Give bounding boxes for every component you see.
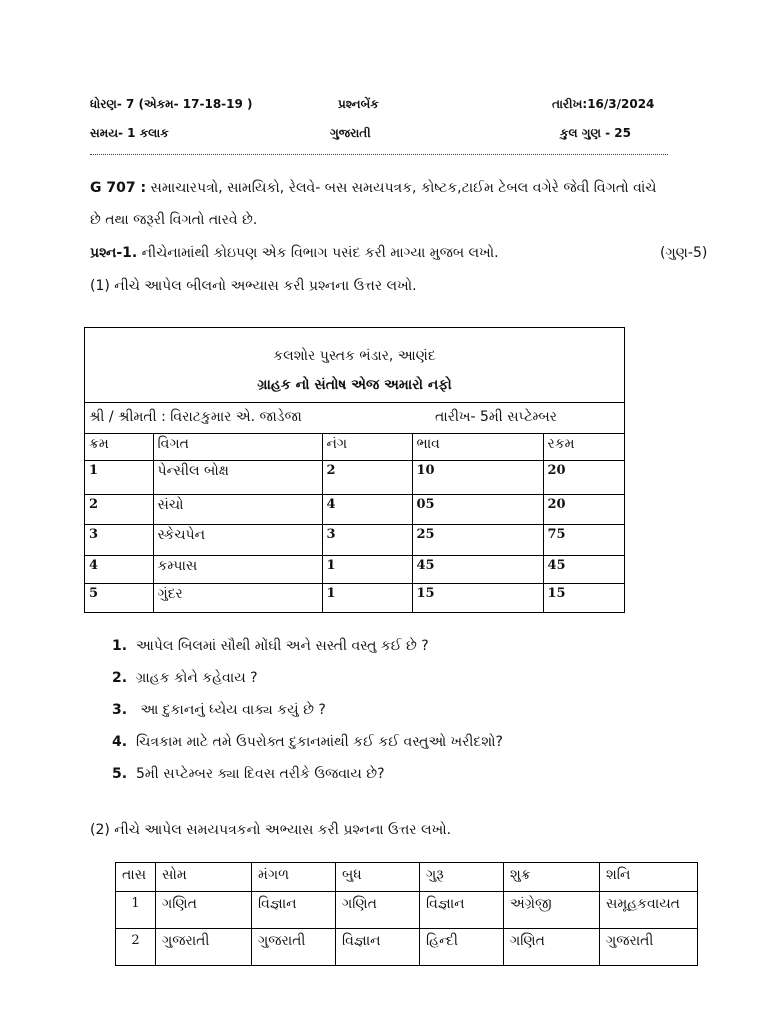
bill-cell: પેન્સીલ બોક્ષ	[153, 460, 322, 494]
column-header: નંગ	[322, 434, 412, 460]
section-1-instruction: (1) નીચે આપેલ બીલનો અભ્યાસ કરી પ્રશ્નના ઉત્તર લખો.	[90, 278, 417, 294]
date-label: તારીખ:16/3/2024	[552, 97, 655, 111]
subject-label: ગુજરાતી	[330, 126, 371, 140]
timetable-cell: વિજ્ઞાન	[252, 892, 336, 929]
column-header: ભાવ	[412, 434, 543, 460]
question-number: 1.	[112, 638, 128, 654]
bill-cell: 05	[412, 494, 543, 524]
paper-type-label: પ્રશ્નબેંક	[338, 97, 379, 111]
section-2-instruction: (2) નીચે આપેલ સમયપત્રકનો અભ્યાસ કરી પ્રશ્નના ઉત્તર લખો.	[90, 822, 452, 838]
question-1-heading	[90, 245, 499, 261]
question-text: આપેલ બિલમાં સૌથી મોંઘી અને સસ્તી વસ્તુ કઈ છે ?	[136, 638, 429, 654]
timetable	[115, 862, 698, 966]
timetable-cell: ગણિત	[336, 892, 420, 929]
shop-motto: ગ્રાહક નો સંતોષ એજ અમારો નફો	[257, 377, 452, 393]
timetable-cell: ગણિત	[156, 892, 252, 929]
timetable-cell: ગુજરાતી	[252, 929, 336, 966]
column-header: વિગત	[153, 434, 322, 460]
column-header: શનિ	[600, 863, 698, 892]
bill-cell: સ્કેચપેન	[153, 524, 322, 555]
dotted-divider	[90, 154, 668, 155]
question-text: 5મી સપ્ટેમ્બર ક્યા દિવસ તરીકે ઉજવાય છે?	[136, 766, 385, 782]
bill-header-row	[85, 434, 624, 460]
bill-row	[85, 583, 624, 612]
bill-cell: 2	[85, 494, 153, 524]
column-header: બુધ	[336, 863, 420, 892]
list-item	[112, 670, 503, 702]
column-header: શુક્ર	[504, 863, 600, 892]
timetable-header-row	[116, 863, 698, 892]
column-header: ગુરૂ	[420, 863, 504, 892]
bill-cell: 45	[412, 555, 543, 583]
timetable-cell: 2	[116, 929, 156, 966]
bill-customer-row	[85, 403, 624, 434]
bill-cell: 5	[85, 583, 153, 612]
timetable-row	[116, 892, 698, 929]
timetable-cell: ગુજરાતી	[156, 929, 252, 966]
timetable-cell: ગણિત	[504, 929, 600, 966]
learning-outcome-line2: છે તથા જરૂરી વિગતો તારવે છે.	[90, 212, 258, 228]
timetable-cell: હિન્દી	[420, 929, 504, 966]
bill-cell: 4	[85, 555, 153, 583]
bill-shop-header	[85, 328, 624, 403]
bill-cell: 2	[322, 460, 412, 494]
question-text: ગ્રાહક કોને કહેવાય ?	[136, 670, 258, 686]
bill-row	[85, 494, 624, 524]
bill-cell: ગુંદર	[153, 583, 322, 612]
question-1-marks: (ગુણ-5)	[660, 245, 708, 261]
time-label: સમય- 1 કલાક	[90, 126, 169, 140]
learning-outcome-line1	[90, 180, 656, 196]
list-item	[112, 734, 503, 766]
bill-table	[84, 327, 625, 613]
bill-row	[85, 555, 624, 583]
question-1-text: નીચેનામાંથી કોઇપણ એક વિભાગ પસંદ કરી માગ્યા મુજબ લખો.	[141, 245, 499, 261]
bill-row	[85, 524, 624, 555]
learning-outcome-text: સમાચારપત્રો, સામયિકો, રેલવે- બસ સમયપત્રક, કોષ્ટક,ટાઈમ ટેબલ વગેરે જેવી વિગતો વાંચે	[150, 180, 657, 196]
bill-cell: 75	[543, 524, 624, 555]
timetable-cell: 1	[116, 892, 156, 929]
question-number: 5.	[112, 766, 128, 782]
column-header: રકમ	[543, 434, 624, 460]
bill-cell: 3	[322, 524, 412, 555]
question-text: ચિત્રકામ માટે તમે ઉપરોક્ત દુકાનમાંથી કઈ કઈ વસ્તુઓ ખરીદશો?	[136, 734, 503, 750]
bill-cell: 1	[322, 583, 412, 612]
total-marks-label: કુલ ગુણ - 25	[560, 126, 631, 140]
list-item	[112, 766, 503, 798]
list-item	[112, 702, 503, 734]
question-number: 4.	[112, 734, 128, 750]
column-header: મંગળ	[252, 863, 336, 892]
bill-cell: 10	[412, 460, 543, 494]
customer-name: શ્રી / શ્રીમતી : વિરાટકુમાર એ. જાડેજા	[89, 409, 302, 425]
bill-cell: 20	[543, 460, 624, 494]
bill-row	[85, 460, 624, 494]
bill-cell: કમ્પાસ	[153, 555, 322, 583]
question-list	[112, 638, 503, 798]
column-header: ક્રમ	[85, 434, 153, 460]
timetable-cell: અંગ્રેજી	[504, 892, 600, 929]
question-text: આ દુકાનનું ધ્યેય વાક્ય કયું છે ?	[136, 702, 326, 718]
bill-cell: 15	[547, 585, 566, 601]
bill-cell: 20	[543, 494, 624, 524]
learning-outcome-code: G 707 :	[90, 180, 147, 196]
question-number: 3.	[112, 702, 128, 718]
list-item	[112, 638, 503, 670]
bill-date: તારીખ- 5મી સપ્ટેમ્બર	[435, 409, 558, 425]
question-number: 2.	[112, 670, 128, 686]
timetable-cell: વિજ્ઞાન	[336, 929, 420, 966]
bill-cell: 4	[322, 494, 412, 524]
bill-cell: 1	[85, 460, 153, 494]
bill-cell: સંચો	[153, 494, 322, 524]
timetable-cell: ગુજરાતી	[600, 929, 698, 966]
bill-cell: 15	[412, 583, 543, 612]
bill-cell: 45	[543, 555, 624, 583]
standard-label: ધોરણ- 7 (એકમ- 17-18-19 )	[90, 97, 253, 111]
column-header: સોમ	[156, 863, 252, 892]
bill-items-table	[85, 434, 624, 612]
timetable-cell: વિજ્ઞાન	[420, 892, 504, 929]
bill-cell: 25	[412, 524, 543, 555]
shop-name: કલશોર પુસ્તક ભંડાર, આણંદ	[273, 348, 436, 364]
bill-cell: 1	[322, 555, 412, 583]
timetable-row	[116, 929, 698, 966]
question-1-prefix: પ્રશ્ન-1.	[90, 245, 138, 261]
bill-cell: 3	[85, 524, 153, 555]
column-header: તાસ	[116, 863, 156, 892]
timetable-cell: સમૂહકવાયત	[600, 892, 698, 929]
